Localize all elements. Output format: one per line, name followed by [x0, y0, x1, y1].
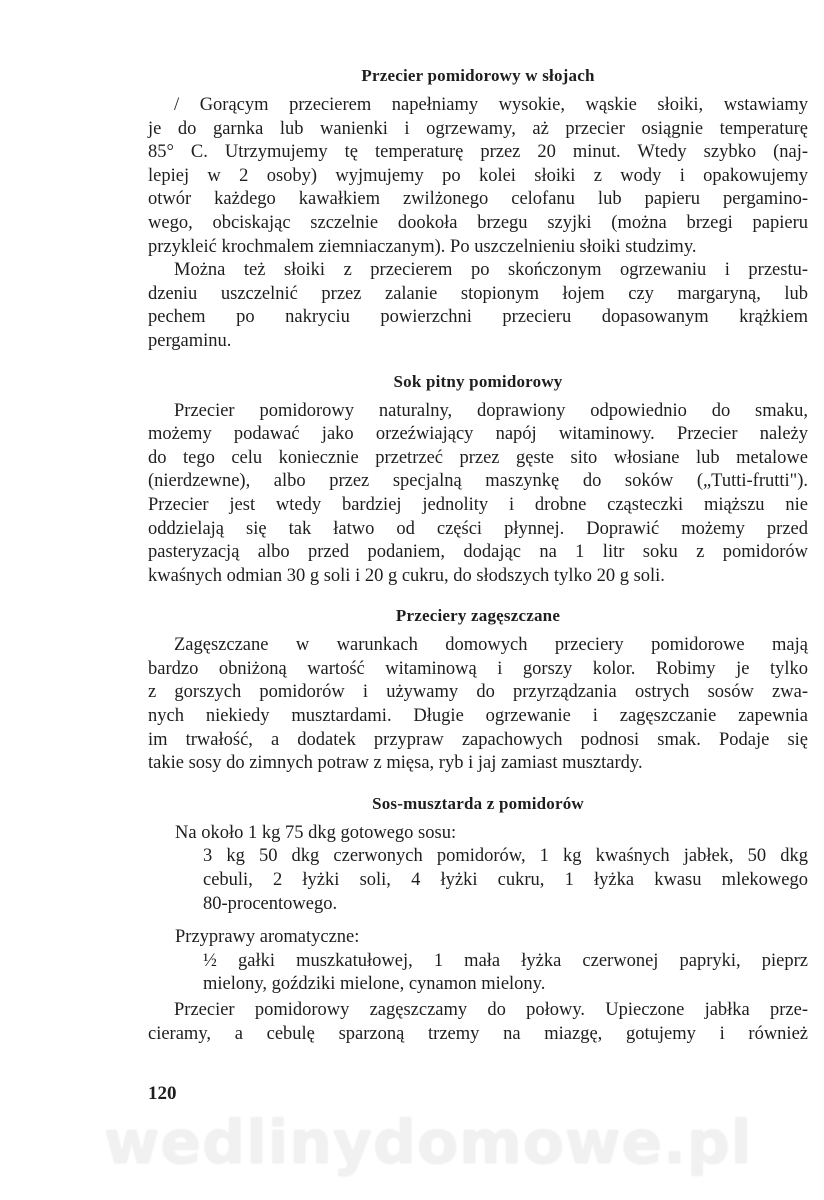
section-heading: Sos-musztarda z pomidorów [372, 793, 584, 813]
section-heading: Przecier pomidorowy w słojach [361, 66, 595, 85]
text-line: kwaśnych odmian 30 g soli i 20 g cukru, do słodszych tylko 20 g soli. [148, 565, 665, 586]
text-line: bardzo obniżoną wartość witaminową i gorszy kolor. Robimy je tylko [148, 658, 808, 679]
text-line: do tego celu koniecznie przetrzeć przez gęste sito włosiane lub metalowe [148, 447, 808, 468]
text-line: Przecier pomidorowy zagęszczamy do połowy. Upieczone jabłka prze- [174, 1000, 808, 1020]
text-line: wego, obciskając szczelnie dookoła brzegu szyjki (można brzegi papieru [148, 212, 808, 233]
text-line: nych niekiedy musztardami. Długie ogrzewanie i zagęszczanie zapewnia [148, 706, 808, 727]
text-line: lepiej w 2 osoby) wyjmujemy po kolei słoiki z wody i opakowujemy [148, 165, 808, 186]
paragraph [148, 999, 808, 1046]
text-line: z gorszych pomidorów i używamy do przyrządzania ostrych sosów zwa- [148, 682, 808, 703]
text-line: cieramy, a cebulę sparzoną trzemy na miazgę, gotujemy i również [148, 1023, 808, 1044]
text-line: przykleić krochmalem ziemniaczanym). Po uszczelnieniu słoiki studzimy. [148, 236, 697, 257]
text-line: pasteryzacją albo przed podaniem, dodając na 1 litr soku z pomidorów [148, 542, 808, 563]
text-line: Można też słoiki z przecierem po skończonym ogrzewaniu i przestu- [174, 260, 808, 281]
text-line: 3 kg 50 dkg czerwonych pomidorów, 1 kg kwaśnych jabłek, 50 dkg [203, 846, 808, 867]
section-heading: Przeciery zagęszczane [395, 606, 561, 626]
text-line: pechem po nakryciu powierzchni przecieru dopasowanym krążkiem [148, 307, 808, 328]
text-line: ½ gałki muszkatułowej, 1 mała łyżka czerwonej papryki, pieprz [203, 950, 808, 971]
text-line: Na około 1 kg 75 dkg gotowego sosu: [175, 822, 457, 843]
paragraph [148, 400, 808, 589]
list-intro [148, 926, 808, 950]
text-line: Przyprawy aromatyczne: [175, 927, 360, 948]
text-line: (nierdzewne), albo przez specjalną maszynkę do soków („Tutti-frutti"). [148, 471, 808, 492]
page-number: 120 [148, 1083, 177, 1104]
text-line: pergaminu. [148, 330, 232, 351]
ingredient-list [148, 950, 808, 997]
paragraph [148, 94, 808, 259]
section-heading: Sok pitny pomidorowy [393, 371, 563, 391]
paragraph [148, 259, 808, 353]
text-line: możemy podawać jako orzeźwiający napój witaminowy. Przecier należy [148, 424, 808, 445]
text-line: 85° C. Utrzymujemy tę temperaturę przez 20 minut. Wtedy szybko (naj- [148, 142, 808, 163]
text-line: takie sosy do zimnych potraw z mięsa, ryb i jaj zamiast musztardy. [148, 753, 643, 774]
text-line: im trwałość, a dodatek przypraw zapachowych podnosi smak. Podaje się [148, 729, 808, 750]
text-line: oddzielają się tak łatwo od części płynnej. Doprawić możemy przed [148, 518, 808, 539]
text-line: Przecier pomidorowy naturalny, doprawiony odpowiednio do smaku, [174, 400, 808, 421]
text-line: otwór każdego kawałkiem zwilżonego celofanu lub papieru pergamino- [148, 189, 808, 210]
watermark: wedlinydomowe.pl [104, 1108, 753, 1178]
text-line: Zagęszczane w warunkach domowych przeciery pomidorowe mają [174, 635, 808, 656]
page-body [148, 64, 808, 1062]
paragraph [148, 634, 808, 776]
text-line: Przecier jest wtedy bardziej jednolity i drobne cząsteczki miąższu nie [148, 494, 808, 515]
list-intro [148, 822, 808, 846]
text-line: mielony, goździki mielone, cynamon mielony. [203, 974, 546, 995]
text-line: / Gorącym przecierem napełniamy wysokie, wąskie słoiki, wstawiamy [174, 95, 808, 115]
text-line: dzeniu uszczelnić przez zalanie stopionym łojem czy margaryną, lub [148, 283, 808, 304]
text-line: cebuli, 2 łyżki soli, 4 łyżki cukru, 1 łyżka kwasu mlekowego [203, 870, 808, 891]
text-line: 80-procentowego. [203, 893, 338, 914]
ingredient-list [148, 845, 808, 916]
text-line: je do garnka lub wanienki i ogrzewamy, aż przecier osiągnie temperaturę [148, 118, 808, 139]
